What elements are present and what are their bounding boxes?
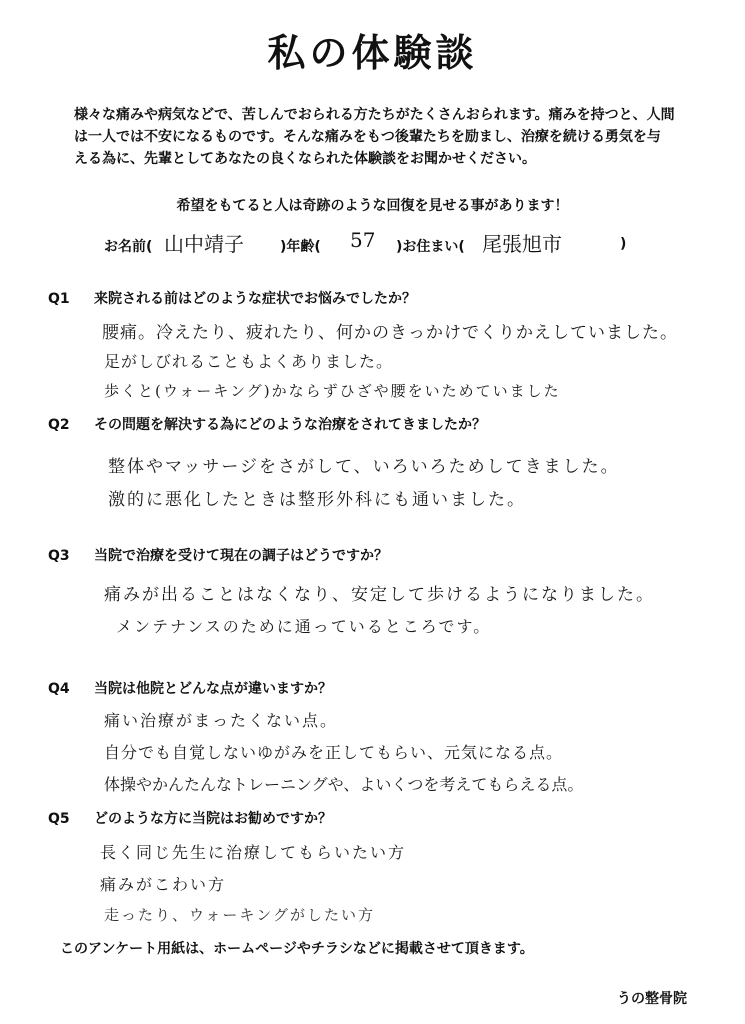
address-value: 尾張旭市 xyxy=(482,232,562,256)
footer-note: このアンケート用紙は、ホームページやチラシなどに掲載させて頂きます。 xyxy=(60,941,534,957)
question-text: その問題を解決する為にどのような治療をされてきましたか？ xyxy=(94,417,486,433)
answer-2-1: 整体やマッサージをさがして、いろいろためしてきました。 xyxy=(108,457,620,477)
question-number: Q4 xyxy=(48,681,70,697)
question-text: 当院は他院とどんな点が違いますか？ xyxy=(94,681,332,697)
answer-2-2: 激的に悪化したときは整形外科にも通いました。 xyxy=(108,490,526,510)
question-number: Q5 xyxy=(48,811,70,827)
answer-5-3: 走ったり、ウォーキングがしたい方 xyxy=(104,906,375,924)
answer-5-2: 痛みがこわい方 xyxy=(100,875,227,894)
question-1 xyxy=(48,288,416,308)
answer-3-1: 痛みが出ることはなくなり、安定して歩けるようになりました。 xyxy=(104,585,655,605)
hope-line: 希望をもてると人は奇跡のような回復を見せる事があります！ xyxy=(176,198,569,214)
answer-4-3: 体操やかんたんなトレーニングや、よいくつを考えてもらえる点。 xyxy=(104,775,584,794)
intro-line-2: は一人では不安になるものです。そんな痛みをもつ後輩たちを励まし、治療を続ける勇気を与 xyxy=(74,129,661,145)
intro-paragraph xyxy=(74,104,694,170)
answer-1-2: 足がしびれることもよくありました。 xyxy=(104,352,394,371)
age-label: )年齢( xyxy=(280,239,321,255)
intro-line-3: える為に、先輩としてあなたの良くなられた体験談をお聞かせください。 xyxy=(74,151,536,167)
answer-1-1: 腰痛。冷えたり、疲れたり、何かのきっかけでくりかえしていました。 xyxy=(102,323,678,343)
question-4 xyxy=(48,678,332,698)
intro-line-1: 様々な痛みや病気などで、苦しんでおられる方たちがたくさんおられます。痛みを持つと、人間 xyxy=(74,107,675,123)
question-number: Q1 xyxy=(48,291,70,307)
question-number: Q3 xyxy=(48,548,70,564)
question-text: 来院される前はどのような症状でお悩みでしたか？ xyxy=(94,291,416,307)
question-number: Q2 xyxy=(48,417,70,433)
question-3 xyxy=(48,545,388,565)
question-text: どのような方に当院はお勧めですか？ xyxy=(94,811,332,827)
address-label: )お住まい( xyxy=(396,239,465,255)
answer-1-3: 歩くと(ウォーキング)かならずひざや腰をいためていました xyxy=(104,382,561,400)
answer-4-1: 痛い治療がまったくない点。 xyxy=(104,711,339,730)
answer-3-2: メンテナンスのために通っているところです。 xyxy=(116,617,492,636)
name-label: お名前( xyxy=(104,239,153,255)
name-value: 山中靖子 xyxy=(164,232,244,256)
question-5 xyxy=(48,808,332,828)
page-title: 私の体験談 xyxy=(267,31,478,75)
address-close: ) xyxy=(620,236,627,252)
question-2 xyxy=(48,414,486,434)
question-text: 当院で治療を受けて現在の調子はどうですか？ xyxy=(94,548,388,564)
age-value: 57 xyxy=(350,228,376,252)
answer-4-2: 自分でも自覚しないゆがみを正してもらい、元気になる点。 xyxy=(104,743,564,762)
answer-5-1: 長く同じ先生に治療してもらいたい方 xyxy=(100,843,407,862)
clinic-name: うの整骨院 xyxy=(617,991,687,1007)
respondent-info xyxy=(104,228,664,264)
